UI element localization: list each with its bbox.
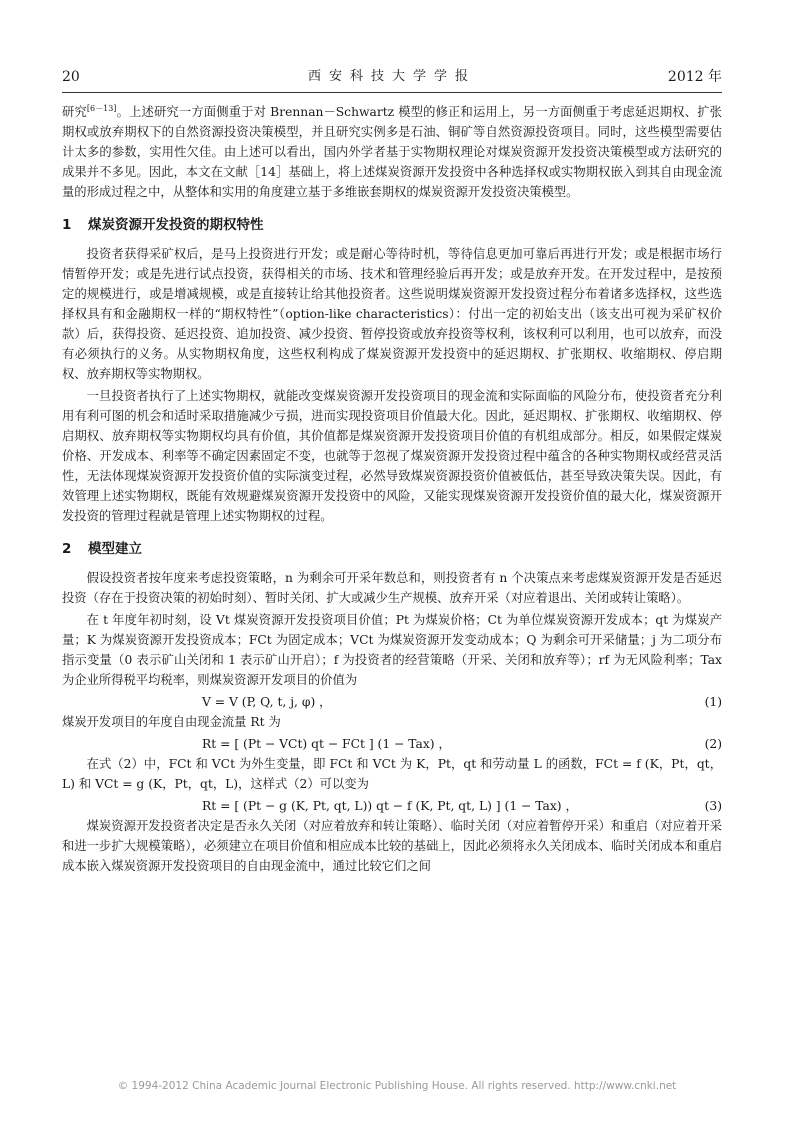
intro-paragraph xyxy=(62,102,722,202)
header-rule xyxy=(62,92,722,93)
equation-expression: Rt = [ (Pt − VCt) qt − FCt ] (1 − Tax) ， xyxy=(202,737,451,751)
equation-2 xyxy=(62,734,722,754)
issue-year: 2012 年 xyxy=(667,69,722,85)
paragraph: 在式（2）中，FCt 和 VCt 为外生变量，即 FCt 和 VCt 为 K，Pt，qt 和劳动量 L 的函数，FCt = f (K，Pt，qt，L) 和 VCt = g (K，Pt，qt，L)，这样式（2）可以变为 xyxy=(62,757,722,791)
paragraph: 煤炭开发项目的年度自由现金流量 Rt 为 xyxy=(62,715,281,729)
section-number: 1 xyxy=(62,217,72,233)
citation: [6－13] xyxy=(86,104,117,113)
copyright-footer: © 1994-2012 China Academic Journal Electronic Publishing House. All rights reserved. http://www.cnki.net xyxy=(117,1080,677,1092)
paragraph: 煤炭资源开发投资者决定是否永久关闭（对应着放弃和转让策略）、临时关闭（对应着暂停开采）和重启（对应着开采和进一步扩大规模策略），必须建立在项目价值和相应成本比较的基础上，因此必须将永久关闭成本、临时关闭成本和重启成本嵌入煤炭资源开发投资项目的自由现金流中，通过比较它们之间 xyxy=(62,819,722,873)
section-title: 模型建立 xyxy=(88,541,142,557)
section-number: 2 xyxy=(62,541,72,557)
paragraph: 一旦投资者执行了上述实物期权，就能改变煤炭资源开发投资项目的现金流和实际面临的风险分布，使投资者充分利用有利可图的机会和适时采取措施减少亏损，进而实现投资项目价值最大化。因此，延迟期权、扩张期权、收缩期权、停启期权、放弃期权等实物期权均具有价值，其价值都是煤炭资源开发投资项目价值的有机组成部分。相反，如果假定煤炭价格、开发成本、利率等不确定因素固定不变，也就等于忽视了煤炭资源开发投资过程中蕴含的各种实物期权或经营灵活性，无法体现煤炭资源开发投资价值的实际演变过程，必然导致煤炭资源投资价值被低估，甚至导致决策失误。因此，有效管理上述实物期权，既能有效规避煤炭资源开发投资中的风险，又能实现煤炭资源开发投资价值的最大化，煤炭资源开发投资的管理过程就是管理上述实物期权的过程。 xyxy=(62,389,722,523)
equation-number: (1) xyxy=(704,695,722,709)
intro-lead: 研究 xyxy=(62,105,87,119)
paragraph: 在 t 年度年初时刻，设 Vt 煤炭资源开发投资项目价值；Pt 为煤炭价格；Ct 为单位煤炭资源开发成本；qt 为煤炭产量；K 为煤炭资源开发投资成本；FCt 为固定成本；VCt 为煤炭资源开发变动成本；Q 为剩余可开采储量；j 为二项分布指示变量（0 表示矿山关闭和 1 表示矿山开启）；f 为投资者的经营策略（开采、关闭和放弃等）；rf 为无风险利率；Tax 为企业所得税平均税率，则煤炭资源开发项目的价值为 xyxy=(62,613,722,687)
paragraph: 投资者获得采矿权后，是马上投资进行开发；或是耐心等待时机，等待信息更加可靠后再进行开发；或是根据市场行情暂停开发；或是先进行试点投资，获得相关的市场、技术和管理经验后再开发；或是放弃开发。在开发过程中，是按预定的规模进行，或是增减规模，或是直接转让给其他投资者。这些说明煤炭资源开发投资过程分布着诸多选择权，这些选择权具有和金融期权一样的“期权特性”（option-like characteristics）：付出一定的初始支出（该支出可视为采矿权价款）后，获得投资、延迟投资、追加投资、减少投资、暂停投资或放弃投资等权利，该权利可以利用，也可以放弃，而没有必须执行的义务。从实物期权角度，这些权利构成了煤炭资源开发投资中的延迟期权、扩张期权、收缩期权、停启期权、放弃期权等实物期权。 xyxy=(62,247,722,381)
equation-number: (3) xyxy=(704,799,722,813)
equation-expression: Rt = [ (Pt − g (K, Pt, qt, L)) qt − f (K, Pt, qt, L) ] (1 − Tax) ， xyxy=(202,799,578,813)
equation-3 xyxy=(62,796,722,816)
section-heading-2 xyxy=(62,538,722,560)
equation-expression: V = V (P, Q, t, j, φ) ， xyxy=(202,695,332,709)
section-heading-1 xyxy=(62,214,722,236)
page-number: 20 xyxy=(62,69,80,85)
journal-name: 西安科技大学学报 xyxy=(307,69,476,84)
equation-1 xyxy=(62,692,722,712)
intro-text: 。上述研究一方面侧重于对 Brennan－Schwartz 模型的修正和运用上，另一方面侧重于考虑延迟期权、扩张期权或放弃期权下的自然资源投资决策模型，并且研究实例多是石油、铜矿等自然资源投资项目。同时，这些模型需要估计太多的参数，实用性欠佳。由上述可以看出，国内外学者基于实物期权理论对煤炭资源开发投资决策模型或方法研究的成果并不多见。因此，本文在文献［14］基础上，将上述煤炭资源开发投资中各种选择权或实物期权嵌入到其自由现金流量的形成过程之中，从整体和实用的角度建立基于多维嵌套期权的煤炭资源开发投资决策模型。 xyxy=(62,105,722,199)
equation-number: (2) xyxy=(704,737,722,751)
section-title: 煤炭资源开发投资的期权特性 xyxy=(88,217,264,233)
running-header xyxy=(62,66,722,88)
article-body xyxy=(62,102,722,878)
paragraph: 假设投资者按年度来考虑投资策略，n 为剩余可开采年数总和，则投资者有 n 个决策点来考虑煤炭资源开发是否延迟投资（存在于投资决策的初始时刻）、暂时关闭、扩大或减少生产规模、放弃开采（对应着退出、关闭或转让策略）。 xyxy=(62,571,722,605)
